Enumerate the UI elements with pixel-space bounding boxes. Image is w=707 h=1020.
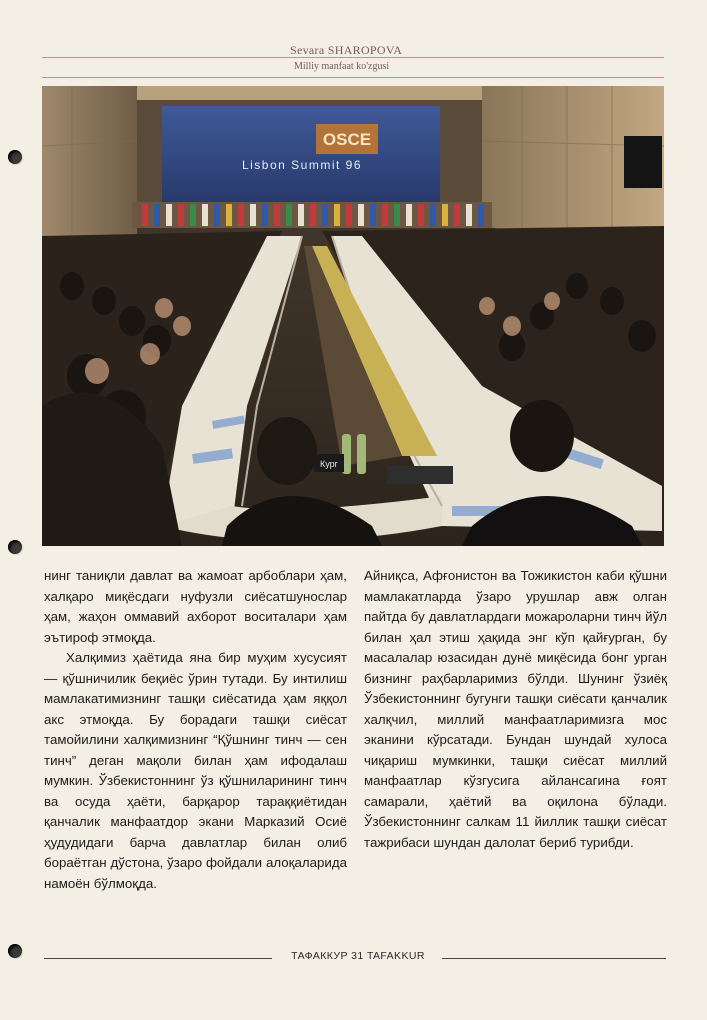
summit-photo: [42, 86, 664, 546]
page-footer: [44, 950, 666, 966]
text-column-right: [364, 566, 667, 853]
paragraph: Халқимиз ҳаётида яна бир муҳим хусусият — қўшничилик беқиёс ўрин тутади. Бу интилиш мамлакатимизнинг ташқи сиёсатида ҳам яққол акс этмоқда. Бу борадаги ташқи сиёсат тамойилини халқимизнинг “Қўшнинг тинч — сен тинч” деган мақоли билан ҳам ифодалаш мумкин. Ўзбекистоннинг ўз қўшниларининг тинч ва осуда ҳаёти, барқарор тараққиётидан қанчалик манфаатдор экани Марказий Осиё ҳудудидаги барча давлатлар билан олиб бораётган дўстона, ўзаро фойдали алоқаларида намоён бўлмоқда.: [44, 650, 347, 891]
paragraph: Айниқса, Афғонистон ва Тожикистон каби қўшни мамлакатларда ўзаро урушлар авж олган пайтда бу давлатлардаги можароларни тинч йўл билан ҳал этиш ҳақида энг кўп қайғурган, бу масалалар юзасидан дунё миқёсида бонг урган бизнинг раҳбарларимиз бўлди. Шунинг ўзиёқ Ўзбекистоннинг бугунги ташқи сиёсати қанчалик халқчил, миллий манфаатларимизга мос эканини кўрсатади. Бундан шундай хулоса чиқариш мумкинки, ташқи сиёсат миллий манфаатлар кўзгусига айлансагина ғоят самарали, ҳаётий ва оқилона бўлади. Ўзбекистоннинг салкам 11 йиллик ташқи сиёсат тажрибаси шундан далолат бериб турибди.: [364, 568, 667, 850]
running-header: [42, 40, 664, 80]
desk-sign: Кург: [320, 459, 338, 469]
banner-caption: Lisbon Summit 96: [241, 158, 363, 172]
binder-hole: [8, 540, 22, 554]
footer-rule: [442, 958, 666, 959]
footer-rule: [44, 958, 272, 959]
banner-logo: OSCE: [322, 130, 372, 149]
header-rule: [42, 77, 664, 78]
header-series: Milliy manfaat ko'zgusi: [294, 61, 390, 72]
text-column-left: [44, 566, 347, 894]
paragraph: нинг таниқли давлат ва жамоат арбоблари ҳам, халқаро миқёсдаги нуфузли сиёсатшунослар ҳам, жаҳон оммавий ахборот воситалари ҳам эътироф этмоқда.: [44, 568, 347, 645]
footer-label: ТАФАККУР 31 TAFAKKUR: [291, 950, 425, 962]
binder-hole: [8, 150, 22, 164]
header-author: Sevara SHAROPOVA: [290, 43, 403, 57]
binder-hole: [8, 944, 22, 958]
flags-row: [132, 202, 492, 228]
